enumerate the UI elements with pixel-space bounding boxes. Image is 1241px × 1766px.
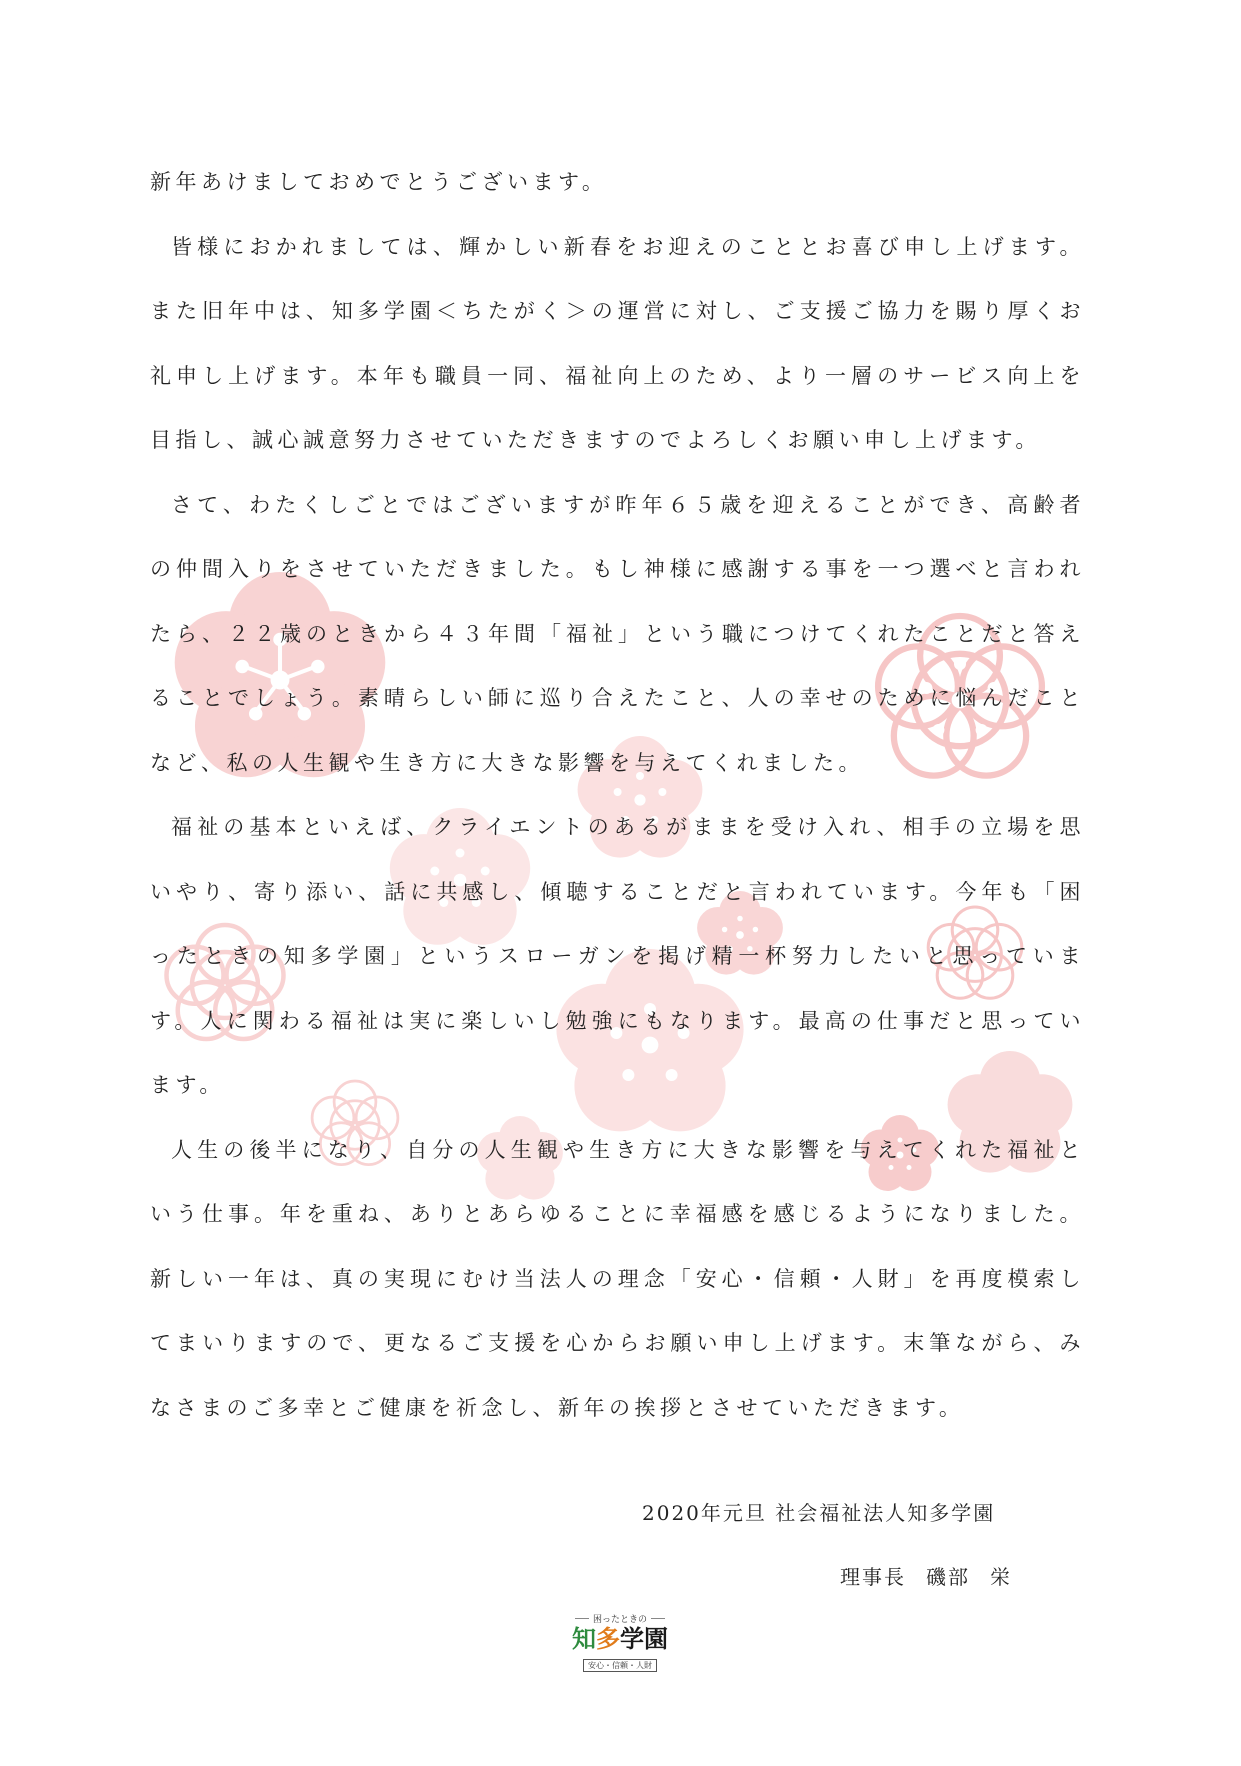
letter-body	[150, 150, 1085, 1440]
signature-name	[840, 1561, 1012, 1590]
signature-family-name: 磯部	[926, 1565, 970, 1589]
paragraph-personal: さて、わたくしごとではございますが昨年６５歳を迎えることができ、高齢者の仲間入りをさせていただきました。もし神様に感謝する事を一つ選べと言われたら、２２歳のときから４３年間「福祉」という職につけてくれたことだと答えることでしょう。素晴らしい師に巡り合えたこと、人の幸せのために悩んだことなど、私の人生観や生き方に大きな影響を与えてくれました。	[150, 492, 1085, 775]
signature-date-org: 2020年元旦 社会福祉法人知多学園	[642, 1501, 996, 1525]
logo-tagline: 困ったときの	[592, 1615, 647, 1625]
logo-motto: 安心・信頼・人財	[583, 1659, 657, 1672]
paragraph-closing: 人生の後半になり、自分の人生観や生き方に大きな影響を与えてくれた福祉という仕事。年を重ね、ありとあらゆることに幸福感を感じるようになりました。新しい一年は、真の実現にむけ当法人の理念「安心・信頼・人財」を再度模索してまいりますので、更なるご支援を心からお願い申し上げます。末筆ながら、みなさまのご多幸とご健康を祈念し、新年の挨拶とさせていただきます。	[150, 1137, 1085, 1420]
signature-title: 理事長	[840, 1565, 906, 1589]
paragraph-welfare: 福祉の基本といえば、クライエントのあるがままを受け入れ、相手の立場を思いやり、寄り添い、話に共感し、傾聴することだと言われています。今年も「困ったときの知多学園」というスローガンを掲げ精一杯努力したいと思っています。人に関わる福祉は実に楽しいし勉強にもなります。最高の仕事だと思っています。	[150, 815, 1085, 1097]
logo-tagline-row	[568, 1612, 672, 1625]
paragraph-thanks: 皆様におかれましては、輝かしい新春をお迎えのこととお喜び申し上げます。また旧年中は、知多学園＜ちたがく＞の運営に対し、ご支援ご協力を賜り厚くお礼申し上げます。本年も職員一同、福祉向上のため、より一層のサービス向上を目指し、誠心誠意努力させていただきますのでよろしくお願い申し上げます。	[150, 234, 1085, 452]
chita-gakuen-logo	[568, 1612, 672, 1682]
logo-name-part2: 多	[596, 1625, 620, 1653]
greeting-line: 新年あけましておめでとうございます。	[150, 170, 608, 194]
signature-given-name: 栄	[990, 1565, 1012, 1589]
logo-name-part1: 知	[572, 1625, 596, 1653]
logo-wordmark	[568, 1625, 672, 1653]
logo-name-part3: 学園	[620, 1625, 668, 1653]
